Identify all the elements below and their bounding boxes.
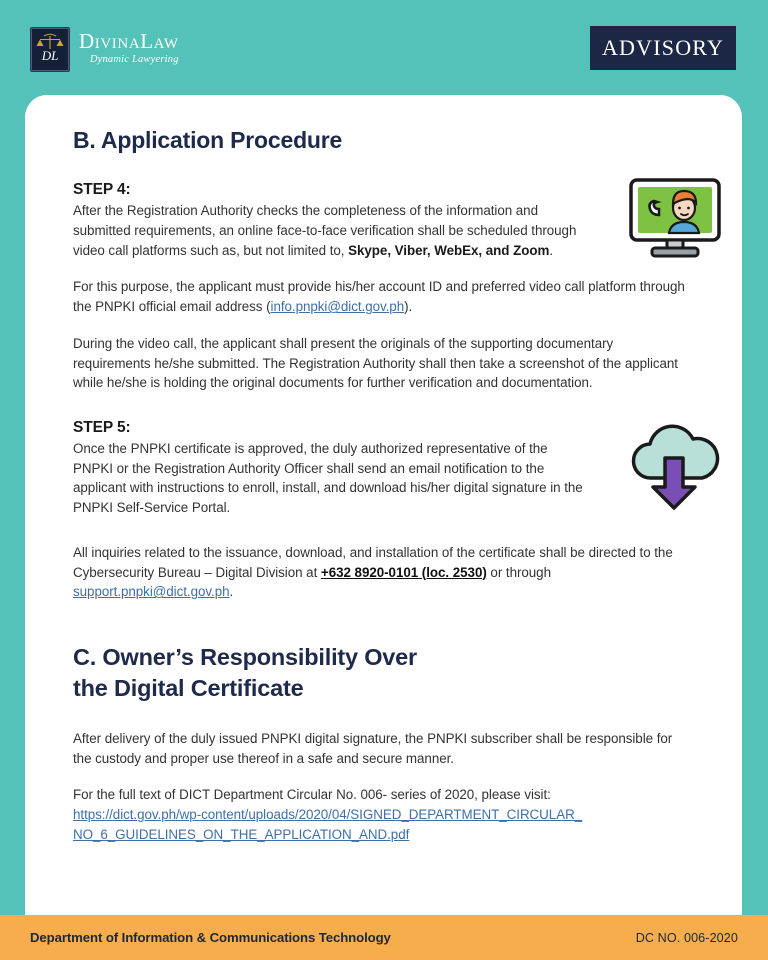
- section-c-heading-line1: C. Owner’s Responsibility Over: [73, 643, 417, 670]
- step4-p1-period: .: [549, 242, 554, 258]
- section-c-heading-line2: the Digital Certificate: [73, 674, 304, 701]
- step4-p1-platforms: Skype, Viber, WebEx, and Zoom: [348, 242, 550, 258]
- step5-p2-text: All inquiries related to the issuance, download, and installation of the certificate shall be directed to the Cybersecurity Bureau – Digital Division at: [73, 544, 673, 580]
- step5-p2-mid: or through: [486, 564, 551, 580]
- section-c-paragraph-1: After delivery of the duly issued PNPKI digital signature, the PNPKI subscriber shall be responsible for the custody and proper use thereof in a safe and secure manner.: [73, 730, 673, 766]
- footer-agency-name: Department of Information & Communications Technology: [30, 930, 391, 945]
- pnpki-email-link[interactable]: info.pnpki@dict.gov.ph: [270, 299, 405, 315]
- dict-circular-url-line1[interactable]: https://dict.gov.ph/wp-content/uploads/2020/04/SIGNED_DEPARTMENT_CIRCULAR_: [73, 807, 583, 823]
- brand-tagline: Dynamic Lawyering: [89, 54, 179, 66]
- advisory-badge: [590, 26, 736, 70]
- section-c-paragraph-2: [73, 785, 694, 844]
- dict-circular-url-line2[interactable]: NO_6_GUIDELINES_ON_THE_APPLICATION_AND.pdf: [73, 826, 410, 842]
- step4-p2-close: ).: [404, 299, 413, 315]
- brand-name: DivinaLaw: [79, 29, 179, 54]
- section-b-heading: B. Application Procedure: [73, 127, 343, 153]
- content-card: [25, 95, 742, 915]
- circular-visit-intro: For the full text of DICT Department Circular No. 006- series of 2020, please visit:: [73, 787, 551, 803]
- step5-p2-close: .: [229, 584, 234, 600]
- page-footer: [0, 915, 768, 960]
- step5-paragraph-2: [73, 543, 694, 602]
- footer-circular-reference: DC NO. 006-2020: [635, 930, 738, 945]
- svg-text:DL: DL: [41, 48, 59, 63]
- brand-logo: [30, 27, 179, 72]
- step4-p1-text: After the Registration Authority checks the completeness of the information and submitted requirements, an online face-to-face verification shall be scheduled through video call platforms such as, but not limited to,: [73, 203, 577, 258]
- step5-label: STEP 5:: [73, 418, 131, 436]
- divinalaw-crest-icon: [30, 27, 70, 72]
- step4-p2-text: For this purpose, the applicant must provide his/her account ID and preferred video call platform through the PNPKI official email address (: [73, 279, 685, 315]
- video-call-monitor-icon: [625, 177, 725, 259]
- page-header: [0, 0, 768, 96]
- step4-paragraph-1: [73, 201, 593, 260]
- step4-paragraph-3: During the video call, the applicant shall present the originals of the supporting documentary requirements he/she submitted. The Registration Authority shall then take a screenshot of the applicant while he/she is holding the original documents for further verification and documentation.: [73, 335, 678, 391]
- support-email-link[interactable]: support.pnpki@dict.gov.ph: [73, 584, 230, 600]
- section-c-heading: [73, 642, 694, 704]
- cloud-download-icon: [625, 422, 725, 512]
- step4-paragraph-2: [73, 277, 694, 316]
- step5-paragraph-1: Once the PNPKI certificate is approved, the duly authorized representative of the PNPKI or the Registration Authority Officer shall send an email notification to the applicant with instructions to enroll, install, and download his/her digital signature in the PNPKI Self-Service Portal.: [73, 440, 583, 516]
- advisory-badge-label: ADVISORY: [601, 35, 725, 60]
- step4-label: STEP 4:: [73, 181, 131, 199]
- cybersecurity-bureau-phone: +632 8920-0101 (loc. 2530): [320, 564, 487, 580]
